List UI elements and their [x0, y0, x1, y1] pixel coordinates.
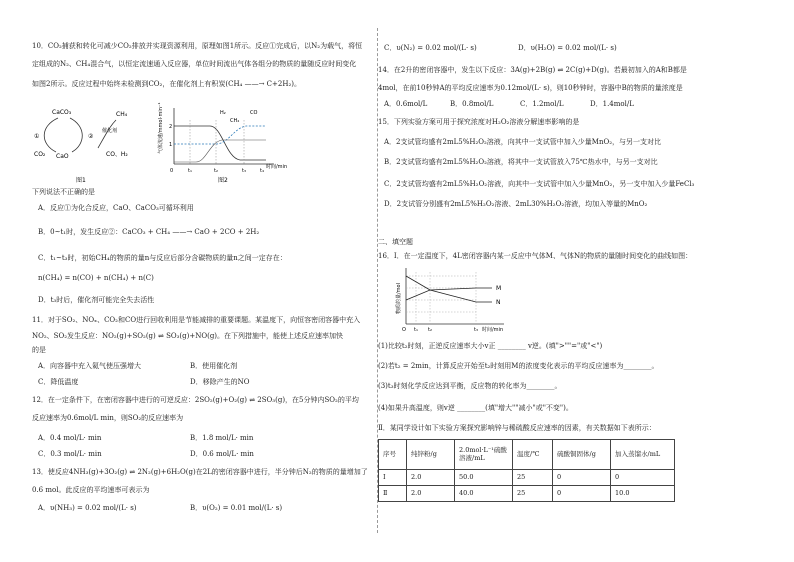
q16-curve-m — [406, 288, 492, 300]
q11-option-b: B．使用催化剂 — [190, 362, 238, 370]
q10-line2: 定组成的N₂、CH₄混合气，以恒定流速通入反应器，单位时间流出气体各组分的物质的量随反应时间变化 — [32, 60, 357, 68]
q12-line2: 反应速率为0.6mol/L min，则SO₂的反应速率为 — [32, 414, 184, 422]
q11-line1: 11．对于SO₂、NOₓ、CO₂和CO进行回收利用是节能减排的重要课题。某温度下，向恒容密闭容器中充入 — [32, 316, 361, 324]
fig1-arrow-left — [44, 118, 58, 152]
fig2-legend-co: CO — [250, 110, 258, 116]
fig2-ytick-1: 1 — [169, 142, 173, 148]
q10-option-d: D．t₃时后，催化剂可能完全失去活性 — [38, 296, 155, 304]
table-cell: 0 — [553, 470, 611, 486]
section-2-heading: 二、填空题 — [378, 238, 413, 246]
q14-line1: 14．在2升的密闭容器中，发生以下反应：3A(g)+2B(g) ⇌ 2C(g)+D(g)。若最初加入的A和B都是 — [378, 66, 687, 74]
fig1-circle2: ② — [88, 133, 94, 140]
q16-grid — [406, 272, 476, 324]
fig2-caption: 图2 — [218, 177, 228, 184]
q16-part2-intro: Ⅱ．某同学设计如下实验方案探究影响锌与稀硫酸反应速率的因素，有关数据如下表所示： — [378, 424, 656, 432]
q15-option-c: C．2支试管均盛有2mL5%H₂O₂溶液，向其中一支试管中加入少量MnO₂，另一支中加入少量FeCl₃ — [384, 180, 695, 188]
q12-line1: 12．在一定条件下，在密闭容器中进行的可逆反应：2SO₂(g)+O₂(g) ⇌ 2SO₃(g)，在5分钟内SO₂的平均 — [32, 396, 359, 404]
table-cell: 2.0 — [407, 470, 455, 486]
table-cell: 10.0 — [611, 486, 675, 502]
q14-option-c: C．1.2mol/L — [520, 100, 564, 108]
q13-option-b: B．υ(O₂) = 0.01 mol/(L· s) — [190, 504, 283, 512]
q10-line3: 如图2所示。反应过程中始终未检测到CO₂，在催化剂上有积炭(CH₄ ——→ C+2H₂)。 — [32, 80, 301, 88]
q16-line1: 16．Ⅰ．在一定温度下，4L密闭容器内某一反应中气体M、气体N的物质的量随时间变化的曲线如图： — [378, 252, 693, 260]
q16-xtick-t2: t₂ — [428, 327, 432, 333]
q16-label-n: N — [496, 299, 501, 306]
q16-sub2: (2)若t₂ = 2min，计算反应开始至t₂时刻用M的浓度变化表示的平均反应速率为________。 — [378, 362, 659, 370]
table-header: 纯锌粉/g — [407, 440, 455, 470]
table-header: 温度/℃ — [513, 440, 553, 470]
table-cell: 25 — [513, 470, 553, 486]
table-cell: 0 — [611, 470, 675, 486]
fig2-xtick-t4: t₄ — [260, 168, 264, 174]
table-cell: 0 — [553, 486, 611, 502]
q16-sub3: (3)t₃时刻化学反应达到平衡，反应物的转化率为________。 — [378, 382, 562, 390]
fig2-ylabel: 气体流速/mmol·min⁻¹ — [158, 102, 164, 154]
q13-option-c: C．υ(N₂) = 0.02 mol/(L· s) — [384, 44, 477, 52]
q15-option-b: B．2支试管均盛有2mL5%H₂O₂溶液，将其中一支试管放入75℃热水中，与另一支对比 — [384, 158, 658, 166]
fig1-caco3: CaCO₃ — [52, 109, 72, 116]
table-cell: Ⅰ — [379, 470, 407, 486]
table-row — [379, 470, 675, 486]
fig1-products: CO、H₂ — [106, 151, 128, 158]
fig1-arrow-ch4 — [98, 120, 116, 148]
fig1-ch4: CH₄ — [116, 111, 128, 118]
fig2-xlabel: 时间/min — [266, 164, 288, 170]
table-header: 序号 — [379, 440, 407, 470]
q16-graph — [392, 266, 522, 334]
table-cell: 40.0 — [455, 486, 513, 502]
fig1-caption: 图1 — [76, 177, 86, 184]
q12-option-d: D．0.6 mol/L· min — [190, 450, 254, 458]
table-cell: Ⅱ — [379, 486, 407, 502]
q12-option-b: B．1.8 mol/L· min — [190, 434, 254, 442]
q15-option-d: D．2支试管分别盛有2mL5%H₂O₂溶液、2mL30%H₂O₂溶液，均加入等量的MnO₂ — [384, 200, 648, 208]
fig2-xtick-t2: t₂ — [214, 168, 218, 174]
q11-option-a: A．向容器中充入氦气使压强增大 — [38, 362, 142, 370]
q15-option-a: A．2支试管均盛有2mL5%H₂O₂溶液，向其中一支试管中加入少量MnO₂，与另一支对比 — [384, 138, 662, 146]
fig2-xtick-t3: t₃ — [242, 168, 246, 174]
q11-line3: 的是 — [32, 346, 46, 354]
fig2-legend-h2: H₂ — [220, 110, 226, 116]
q12-option-a: A．0.4 mol/L· min — [38, 434, 102, 442]
q11-option-c: C．降低温度 — [38, 378, 79, 386]
q16-label-m: M — [496, 285, 502, 292]
fig1-catalyst: 催化剂 — [102, 128, 118, 134]
fig2-xtick-0: 0 — [170, 168, 174, 174]
q14-option-d: D．1.4mol/L — [590, 100, 634, 108]
q16-xtick-t3: t₃ — [474, 327, 478, 333]
fig2-ytick-2: 2 — [169, 124, 173, 130]
q16-sub1: (1)比较t₂时刻，正逆反应速率大小v正 ________ v逆。(填">""="或"<") — [378, 342, 603, 350]
q16-sub4: (4)如果升高温度，则v逆 ________(填"增大""减小"或"不变")。 — [378, 404, 573, 412]
q14-line2: 4mol，在前10秒钟A的平均反应速率为0.12mol/(L· s)，则10秒钟时，容器中B的物质的量浓度是 — [378, 84, 683, 92]
q16-xtick-o: O — [402, 327, 406, 333]
q11-option-d: D．移除产生的NO — [190, 378, 250, 386]
fig2-xtick-t1: t₁ — [188, 168, 192, 174]
q10-option-b: B．0~t₁时，发生反应②：CaCO₃ + CH₄ ——→ CaO + 2CO + 2H₂ — [38, 228, 260, 236]
q10-option-c: C．t₁~t₃时，初始CH₄的物质的量n与反应后部分含碳物质的量n之间一定存在： — [38, 254, 287, 262]
table-header: 2.0mol·L⁻¹硫酸溶液/mL — [455, 440, 513, 470]
q12-option-c: C．0.3 mol/L· min — [38, 450, 102, 458]
table-row — [379, 486, 675, 502]
q11-line2: NO₂、SO₂发生反应：NO₂(g)+SO₂(g) ⇌ SO₃(g)+NO(g)。在下列措施中，能使上述反应速率加快 — [32, 332, 344, 340]
table-header: 硫酸铜固体/g — [553, 440, 611, 470]
fig1-circle1: ① — [34, 133, 40, 140]
q10-option-a: A．反应①为化合反应，CaO、CaCO₃可循环利用 — [38, 204, 194, 212]
q14-option-a: A．0.6mol/L — [384, 100, 428, 108]
table-header-row — [379, 440, 675, 470]
q10-line1: 10．CO₂捕获和转化可减少CO₂排放并实现资源利用，原理如图1所示。反应①完成后，以N₂为载气，将恒 — [32, 42, 363, 50]
q16-graph-ylabel: 物质的量/mol — [396, 282, 402, 314]
table-cell: 2.0 — [407, 486, 455, 502]
q13-line2: 0.6 mol。此反应的平均速率可表示为 — [32, 486, 150, 494]
q13-option-a: A．υ(NH₃) = 0.02 mol/(L· s) — [38, 504, 137, 512]
fig1-cao: CaO — [56, 153, 69, 160]
q16-graph-xlabel: 时间/min — [482, 327, 504, 333]
q16-xtick-t1: t₁ — [414, 327, 418, 333]
table-header: 加入蒸馏水/mL — [611, 440, 675, 470]
figure-1-cycle-diagram — [32, 104, 148, 188]
table-cell: 25 — [513, 486, 553, 502]
q14-option-b: B．0.8mol/L — [450, 100, 494, 108]
fig1-co2: CO₂ — [34, 151, 46, 158]
fig2-legend-ch4: CH₄ — [230, 118, 240, 124]
table-cell: 50.0 — [455, 470, 513, 486]
q10-prompt: 下列说法不正确的是 — [32, 188, 95, 196]
figure-2-rate-chart — [156, 102, 296, 186]
q15-line1: 15．下列实验方案可用于探究浓度对H₂O₂溶液分解速率影响的是 — [378, 118, 580, 126]
q10-option-c-equation: n(CH₄) = n(CO) + n(CH₄) + n(C) — [38, 274, 154, 282]
fig1-arrow-right — [70, 118, 82, 152]
q13-option-d: D．υ(H₂O) = 0.02 mol/(L· s) — [518, 44, 617, 52]
experiment-table — [378, 439, 675, 502]
q13-line1: 13．使反应4NH₃(g)+3O₂(g) ⇌ 2N₂(g)+6H₂O(g)在2L的密闭容器中进行，半分钟后N₂的物质的量增加了 — [32, 468, 368, 476]
